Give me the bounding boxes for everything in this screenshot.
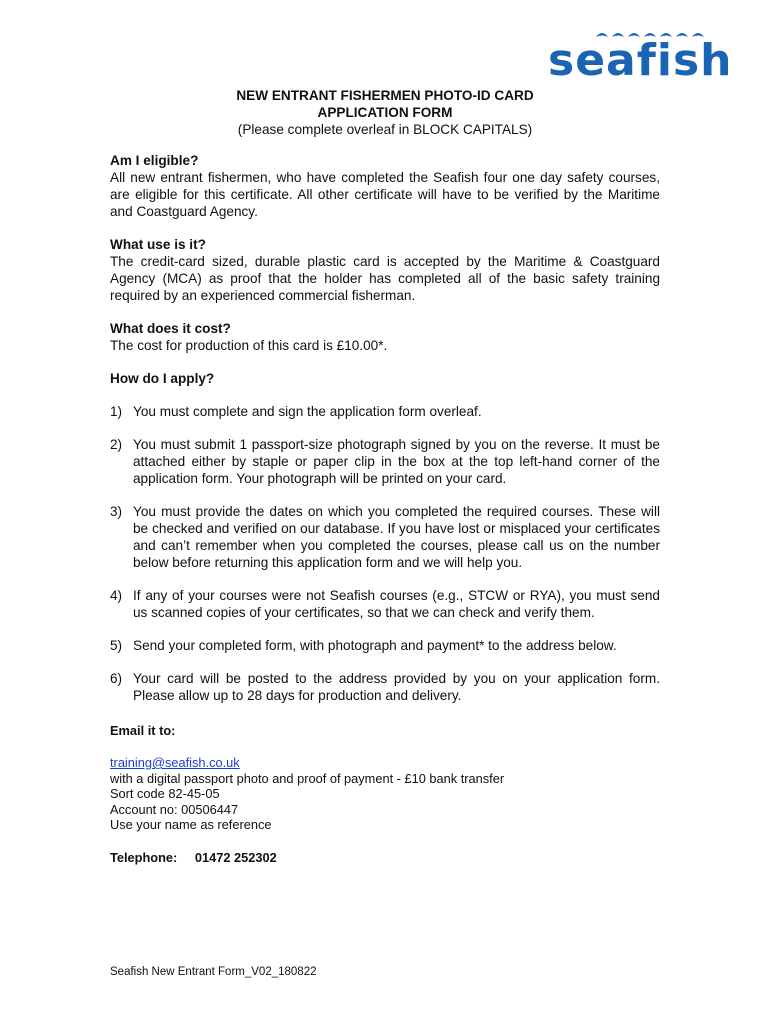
list-item	[110, 587, 660, 621]
list-item	[110, 503, 660, 571]
step-text: Your card will be posted to the address provided by you on your application form. Please allow up to 28 days for production and delivery.	[133, 671, 660, 703]
main-content	[110, 152, 660, 866]
telephone-label: Telephone:	[110, 849, 178, 865]
contact-line-sortcode: Sort code 82-45-05	[110, 786, 220, 801]
list-item	[110, 403, 660, 420]
step-number: 2)	[110, 437, 123, 452]
section-heading: How do I apply?	[110, 371, 215, 386]
section-apply	[110, 370, 660, 387]
logo-wordmark: seafish	[548, 35, 733, 86]
step-number: 6)	[110, 671, 123, 686]
contact-details	[110, 755, 660, 833]
step-text: You must complete and sign the application form overleaf.	[133, 404, 482, 419]
list-item	[110, 637, 660, 654]
step-number: 4)	[110, 588, 123, 603]
step-text: If any of your courses were not Seafish courses (e.g., STCW or RYA), you must send us scanned copies of your certificates, so that we can check and verify them.	[133, 588, 660, 620]
section-cost	[110, 320, 660, 354]
footer-reference: Seafish New Entrant Form_V02_180822	[110, 966, 317, 978]
step-text: You must provide the dates on which you completed the required courses. These will be checked and verified on our database. If you have lost or misplaced your certificates and can’t remember when you completed the courses, please call us on the number below before returning this application form and we will help you.	[133, 504, 660, 570]
step-number: 3)	[110, 504, 123, 519]
email-link[interactable]: training@seafish.co.uk	[110, 755, 240, 770]
telephone-line	[110, 849, 660, 866]
contact-line-reference: Use your name as reference	[110, 817, 272, 832]
seafish-logo	[548, 28, 733, 86]
section-body: The cost for production of this card is £10.00*.	[110, 338, 388, 353]
list-item	[110, 436, 660, 487]
step-number: 5)	[110, 638, 123, 653]
section-heading: What use is it?	[110, 237, 206, 252]
step-text: You must submit 1 passport-size photograph signed by you on the reverse. It must be attached either by staple or paper clip in the box at the top left-hand corner of the application form. Your photograph will be printed on your card.	[133, 437, 660, 486]
step-text: Send your completed form, with photograph and payment* to the address below.	[133, 638, 617, 653]
apply-steps-list	[110, 403, 660, 704]
section-heading: What does it cost?	[110, 321, 231, 336]
section-body: All new entrant fishermen, who have completed the Seafish four one day safety courses, are eligible for this certificate. All other certificate will have to be verified by the Maritime and Coastguard Agency.	[110, 170, 660, 219]
contact-line-payment: with a digital passport photo and proof of payment - £10 bank transfer	[110, 770, 505, 786]
title-instruction: (Please complete overleaf in BLOCK CAPITALS)	[237, 122, 533, 137]
form-title	[110, 87, 660, 139]
step-number: 1)	[110, 404, 123, 419]
section-body: The credit-card sized, durable plastic card is accepted by the Maritime & Coastguard Agency (MCA) as proof that the holder has completed all of the basic safety training required by an experienced commercial fisherman.	[110, 254, 660, 303]
section-use	[110, 236, 660, 304]
email-heading: Email it to:	[110, 723, 176, 738]
section-heading: Am I eligible?	[110, 153, 199, 168]
contact-line-account: Account no: 00506447	[110, 801, 239, 817]
list-item	[110, 670, 660, 704]
section-eligibility	[110, 152, 660, 220]
title-line-2: APPLICATION FORM	[317, 105, 453, 120]
telephone-number: 01472 252302	[194, 849, 277, 865]
title-line-1: NEW ENTRANT FISHERMEN PHOTO-ID CARD	[236, 88, 534, 103]
